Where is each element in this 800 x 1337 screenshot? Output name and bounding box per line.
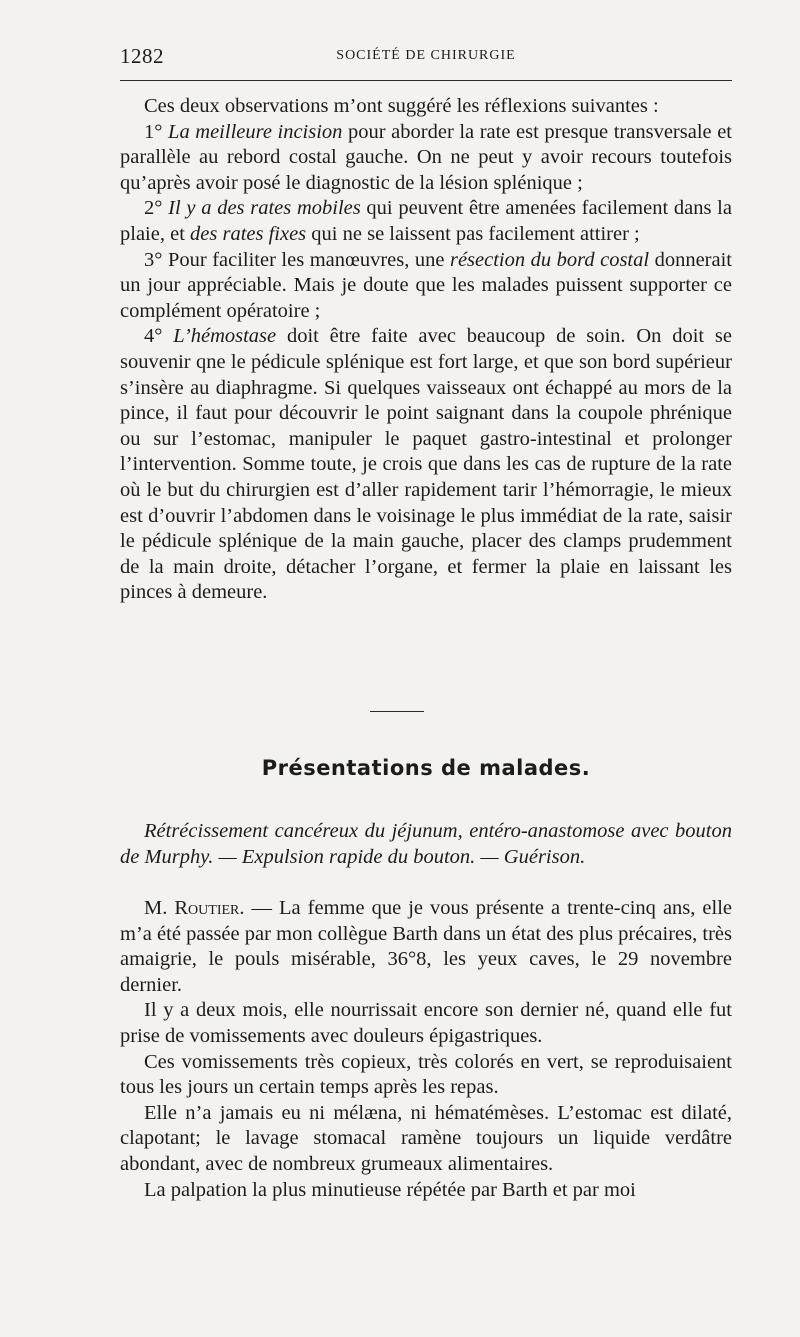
speaker-prefix: M.: [144, 897, 168, 919]
point-1: [120, 120, 732, 197]
point-text: qui peuvent être amenées facilement dans la plaie, et: [120, 197, 732, 245]
section-separator: [370, 711, 424, 712]
case-paragraph: Il y a deux mois, elle nourrissait encore son dernier né, quand elle fut prise de vomissements avec douleurs épigastriques.: [120, 999, 732, 1047]
point-text: Pour faciliter les manœuvres, une: [162, 248, 450, 271]
point-3: [120, 248, 732, 325]
point-emphasis: La meilleure incision: [168, 120, 343, 143]
point-text: pour aborder la rate est presque transversale et parallèle au rebord costal gauche. On ne peut y avoir recours toutefois qu’après avoir posé le diagnostic de la lésion splénique ;: [120, 120, 732, 194]
point-2: [120, 196, 732, 247]
case-text: . — La femme que je vous présente a trente-cinq ans, elle m’a été passée par mon collègue Barth dans un état des plus précaires, très amaigrie, le pouls misérable, 36°8, les yeux caves, le 29 novembre dernier.: [120, 897, 732, 996]
header-rule: [120, 80, 732, 81]
point-number: 4°: [144, 325, 163, 348]
speaker-name: Routier: [174, 897, 240, 919]
case-paragraph: Elle n’a jamais eu ni mélæna, ni hématémèses. L’estomac est dilaté, clapotant; le lavage stomacal ramène toujours un liquide verdâtre abondant, avec de nombreux grumeaux alimentaires.: [120, 1101, 732, 1175]
case-title-text: Rétrécissement cancéreux du jéjunum, entéro-anastomose avec bouton de Murphy. — Expulsion rapide du bouton. — Guérison.: [120, 820, 732, 868]
point-number: 3°: [144, 248, 163, 271]
point-emphasis: Il y a des rates mobiles: [168, 197, 361, 220]
point-emphasis: résection du bord costal: [449, 248, 650, 271]
case-paragraph: La palpation la plus minutieuse répétée par Barth et par moi: [144, 1178, 636, 1201]
point-number: 1°: [144, 120, 163, 143]
point-number: 2°: [144, 197, 163, 220]
case-title: [120, 819, 732, 870]
running-head: SOCIÉTÉ DE CHIRURGIE: [336, 48, 516, 63]
point-emphasis: L’hémostase: [173, 325, 277, 348]
point-text: donnerait un jour appréciable. Mais je doute que les malades puissent supporter ce complément opératoire ;: [120, 248, 733, 322]
point-text: doit être faite avec beaucoup de soin. On doit se souvenir qne le pédicule splénique est fort large, et que son bord supérieur s’insère au diaphragme. Si quelques vaisseaux ont échappé au mors de la pince, il faut pour découvrir le point saignant dans la coupole phrénique ou sur l’estomac, manipuler le paquet gastro-intestinal et prolonger l’intervention. Somme toute, je crois que dans les cas de rupture de la rate où le but du chirurgien est d’aller rapidement tarir l’hémorragie, le mieux est d’ouvrir l’abdomen dans le voisinage le plus immédiat de la rate, saisir le pédicule splénique de la main gauche, placer des clamps prudemment de la main droite, détacher l’organe, et fermer la plaie en laissant les pinces à demeure.: [120, 325, 732, 604]
reflections-text: [120, 94, 732, 606]
intro-paragraph: Ces deux observations m’ont suggéré les réflexions suivantes :: [144, 95, 659, 117]
section-title: Présentations de malades.: [261, 756, 591, 780]
case-paragraph: [120, 896, 732, 998]
point-emphasis: des rates fixes: [190, 222, 307, 245]
point-text: qui ne se laissent pas facilement attirer ;: [306, 222, 640, 245]
case-report: [120, 896, 732, 1203]
page-number: 1282: [120, 44, 164, 68]
page-header: [120, 44, 732, 68]
case-paragraph: Ces vomissements très copieux, très colorés en vert, se reproduisaient tous les jours un certain temps après les repas.: [120, 1050, 732, 1099]
point-4: [120, 324, 732, 606]
